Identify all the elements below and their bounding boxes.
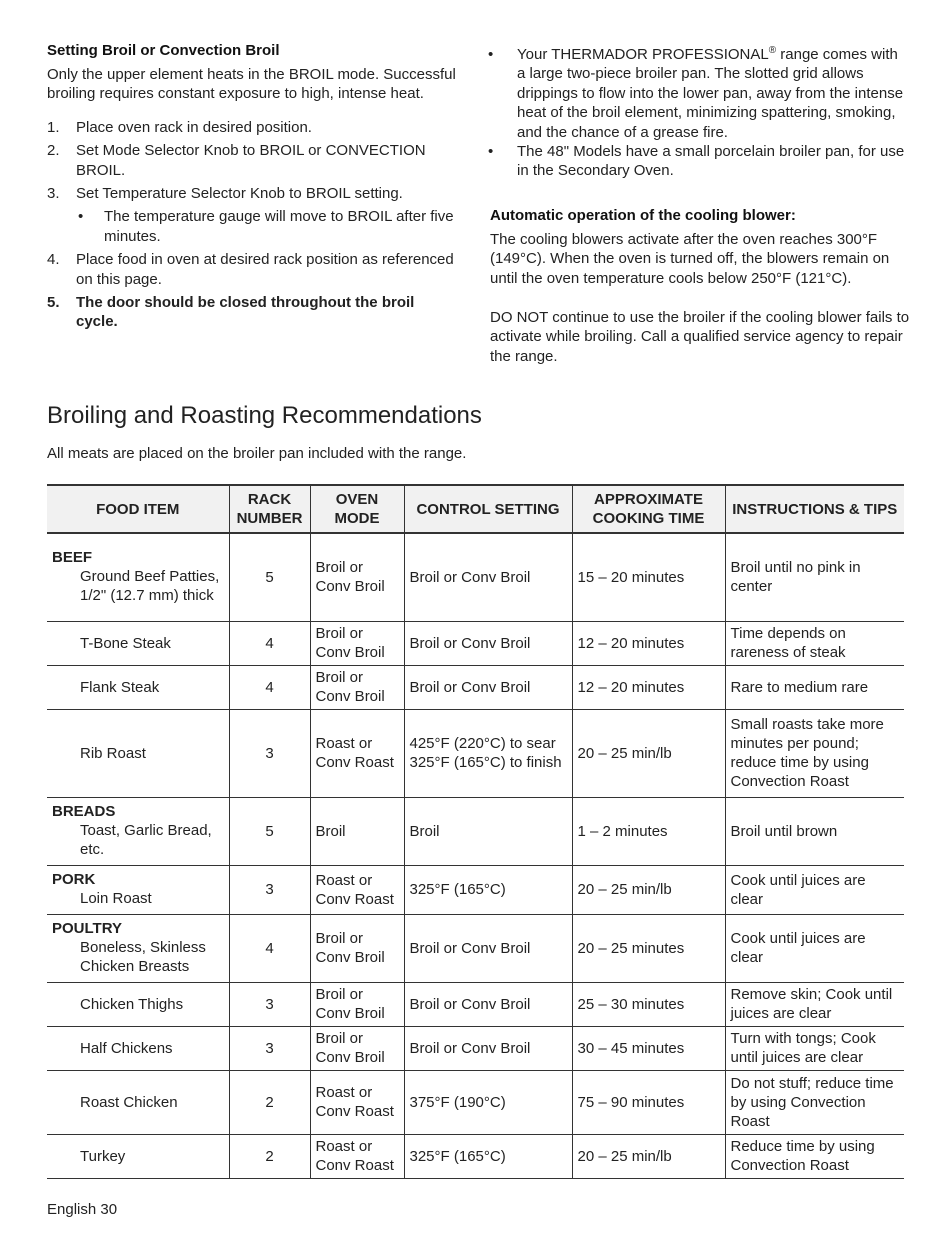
section-intro: All meats are placed on the broiler pan included with the range. — [47, 445, 467, 462]
header-tips: INSTRUCTIONS & TIPS — [725, 485, 904, 533]
table-row: Chicken Thighs 3 Broil or Conv Broil Broil or Conv Broil 25 – 30 minutes Remove skin; Cook until juices are clear — [47, 982, 904, 1026]
broiler-info — [490, 45, 910, 366]
bullet-icon: • — [488, 143, 494, 161]
page-footer: English 30 — [47, 1201, 118, 1218]
table-row: Roast Chicken 2 Roast or Conv Roast 375°F (190°C) 75 – 90 minutes Do not stuff; reduce time by using Convection Roast — [47, 1070, 904, 1134]
step-3: 3. Set Temperature Selector Knob to BROIL setting. — [47, 185, 403, 203]
broil-steps-cont — [47, 250, 457, 332]
category-poultry: POULTRY — [52, 919, 122, 937]
bullet-icon: • — [78, 208, 84, 226]
header-control: CONTROL SETTING — [404, 485, 572, 533]
table-row: Rib Roast 3 Roast or Conv Roast 425°F (220°C) to sear 325°F (165°C) to finish 20 – 25 min/lb Small roasts take more minutes per pound; reduce time by using Convection Roast — [47, 709, 904, 797]
recommendations-table — [47, 484, 904, 1179]
table-row: Half Chickens 3 Broil or Conv Broil Broil or Conv Broil 30 – 45 minutes Turn with tongs; Cook until juices are clear — [47, 1026, 904, 1070]
broil-heading: Setting Broil or Convection Broil — [47, 42, 280, 59]
table-row: BREADS Toast, Garlic Bread, etc. 5 Broil Broil 1 – 2 minutes Broil until brown — [47, 797, 904, 865]
category-beef: BEEF — [52, 548, 93, 566]
warning-text: DO NOT continue to use the broiler if the cooling blower fails to activate while broiling. Call a qualified service agency to repair the range. — [490, 309, 910, 365]
bullet-broiler-pan: • Your THERMADOR PROFESSIONAL® range comes with a large two-piece broiler pan. The slotted grid allows drippings to flow into the lower pan, away from the intense heat of the broil element, minimizing spattering, smoking, and the chance of a grease fire. — [488, 45, 904, 141]
step-3-sub: • The temperature gauge will move to BROIL after five minutes. — [78, 208, 454, 245]
table-header — [47, 485, 904, 533]
table-row: Flank Steak 4 Broil or Conv Broil Broil or Conv Broil 12 – 20 minutes Rare to medium rare — [47, 665, 904, 709]
table-row: PORK Loin Roast 3 Roast or Conv Roast 325°F (165°C) 20 – 25 min/lb Cook until juices are clear — [47, 865, 904, 914]
step-4: 4. Place food in oven at desired rack position as referenced on this page. — [47, 251, 454, 288]
table-row: T-Bone Steak 4 Broil or Conv Broil Broil or Conv Broil 12 – 20 minutes Time depends on rareness of steak — [47, 621, 904, 665]
table-row: Turkey 2 Roast or Conv Roast 325°F (165°C) 20 – 25 min/lb Reduce time by using Convection Roast — [47, 1134, 904, 1178]
step-1: 1. Place oven rack in desired position. — [47, 118, 312, 136]
category-breads: BREADS — [52, 802, 116, 820]
header-time: APPROXIMATE COOKING TIME — [572, 485, 725, 533]
step-2: 2. Set Mode Selector Knob to BROIL or CONVECTION BROIL. — [47, 142, 426, 179]
table-row: POULTRY Boneless, Skinless Chicken Breasts 4 Broil or Conv Broil Broil or Conv Broil 20 – 25 minutes Cook until juices are clear — [47, 914, 904, 982]
broil-instructions — [47, 42, 457, 336]
broil-steps — [47, 118, 457, 204]
broiler-pan-bullets — [460, 45, 910, 181]
header-rack: RACK NUMBER — [229, 485, 310, 533]
broil-intro: Only the upper element heats in the BROIL mode. Successful broiling requires constant exposure to high, intense heat. — [47, 66, 456, 103]
cooling-heading: Automatic operation of the cooling blower: — [490, 206, 796, 224]
section-title: Broiling and Roasting Recommendations — [47, 402, 482, 429]
step-5: 5. The door should be closed throughout the broil cycle. — [47, 294, 415, 331]
bullet-48-models: • The 48" Models have a small porcelain broiler pan, for use in the Secondary Oven. — [488, 143, 905, 180]
table-row: BEEF Ground Beef Patties, 1/2" (12.7 mm) thick 5 Broil or Conv Broil Broil or Conv Broil 15 – 20 minutes Broil until no pink in center — [47, 533, 904, 621]
bullet-icon: • — [488, 46, 494, 63]
header-food: FOOD ITEM — [47, 485, 229, 533]
header-mode: OVEN MODE — [310, 485, 404, 533]
cooling-text: The cooling blowers activate after the oven reaches 300°F (149°C). When the oven is turned off, the blowers remain on until the oven temperature cools below 250°F (121°C). — [490, 230, 890, 287]
category-pork: PORK — [52, 870, 96, 888]
